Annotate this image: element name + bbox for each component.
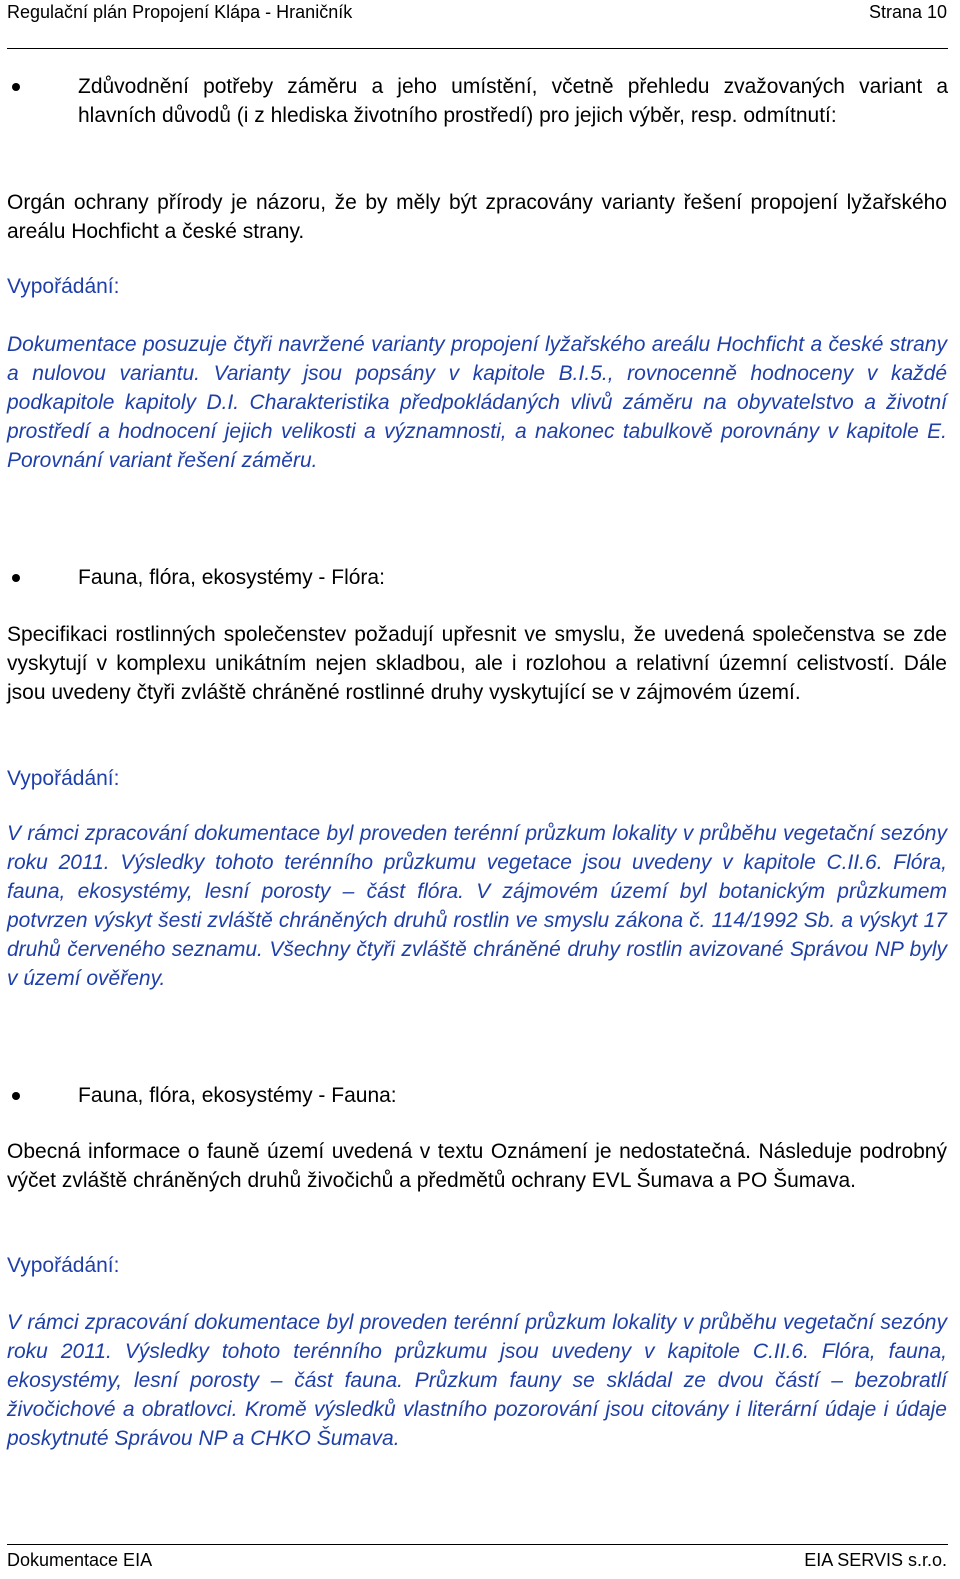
- list-item: [38, 1081, 948, 1110]
- paragraph: Specifikaci rostlinných společenstev požadují upřesnit ve smyslu, že uvedená společenstva se zde vyskytují v komplexu unikátním nejen skladbou, ale i rozlohou a relativní územní celistvostí. Dále jsou uvedeny čtyři zvláště chráněné rostlinné druhy vyskytující se v zájmovém území.: [7, 623, 947, 704]
- section-heading: Vypořádání:: [7, 275, 120, 298]
- list-item: [38, 563, 948, 592]
- header-divider: [7, 48, 948, 49]
- bullet-icon: [12, 1092, 20, 1100]
- bullet-text: Zdůvodnění potřeby záměru a jeho umístění, včetně přehledu zvažovaných variant a hlavních důvodů (i z hlediska životního prostředí) pro jejich výběr, resp. odmítnutí:: [78, 75, 948, 127]
- response-paragraph: Dokumentace posuzuje čtyři navržené varianty propojení lyžařského areálu Hochficht a české strany a nulovou variantu. Varianty jsou popsány v kapitole B.I.5., rovnocenně hodnoceny v každé podkapitole kapitoly D.I. Charakteristika předpokládaných vlivů záměru na obyvatelstvo a životní prostředí a hodnocení jejich velikosti a významnosti, a nakonec tabulkově porovnány v kapitole E. Porovnání variant řešení záměru.: [7, 333, 947, 472]
- section-heading: Vypořádání:: [7, 767, 120, 790]
- section-heading: Vypořádání:: [7, 1254, 120, 1277]
- response-paragraph: V rámci zpracování dokumentace byl proveden terénní průzkum lokality v průběhu vegetační sezóny roku 2011. Výsledky tohoto terénního průzkumu vegetace jsou uvedeny v kapitole C.II.6. Flóra, fauna, ekosystémy, lesní porosty – část flóra. V zájmovém území byl botanickým průzkumem potvrzen výskyt šesti zvláště chráněných druhů rostlin ve smyslu zákona č. 114/1992 Sb. a výskyt 17 druhů červeného seznamu. Všechny čtyři zvláště chráněné druhy rostlin avizované Správou NP byly v území ověřeny.: [7, 822, 947, 990]
- footer-company: EIA SERVIS s.r.o.: [804, 1550, 947, 1570]
- page-header: [7, 0, 947, 30]
- bullet-icon: [12, 83, 20, 91]
- page-footer: [7, 1548, 947, 1578]
- page-number: Strana 10: [868, 2, 947, 22]
- list-item: [38, 72, 948, 130]
- bullet-icon: [12, 574, 20, 582]
- paragraph: Orgán ochrany přírody je názoru, že by měly být zpracovány varianty řešení propojení lyžařského areálu Hochficht a české strany.: [7, 191, 947, 243]
- footer-divider: [7, 1544, 948, 1545]
- footer-document-type: Dokumentace EIA: [7, 1550, 153, 1570]
- paragraph: Obecná informace o fauně území uvedená v textu Oznámení je nedostatečná. Následuje podrobný výčet zvláště chráněných druhů živočichů a předmětů ochrany EVL Šumava a PO Šumava.: [7, 1140, 947, 1192]
- bullet-text: Fauna, flóra, ekosystémy - Fauna:: [78, 1084, 397, 1107]
- response-paragraph: V rámci zpracování dokumentace byl proveden terénní průzkum lokality v průběhu vegetační sezóny roku 2011. Výsledky tohoto terénního průzkumu jsou uvedeny v kapitole C.II.6. Flóra, fauna, ekosystémy, lesní porosty – část fauna. Průzkum fauny se skládal ze dvou částí – bezobratlí živočichové a obratlovci. Kromě výsledků vlastního pozorování jsou citovány i literární údaje i údaje poskytnuté Správou NP a CHKO Šumava.: [7, 1311, 947, 1450]
- bullet-text: Fauna, flóra, ekosystémy - Flóra:: [78, 566, 385, 589]
- document-title: Regulační plán Propojení Klápa - Hraničník: [7, 2, 353, 22]
